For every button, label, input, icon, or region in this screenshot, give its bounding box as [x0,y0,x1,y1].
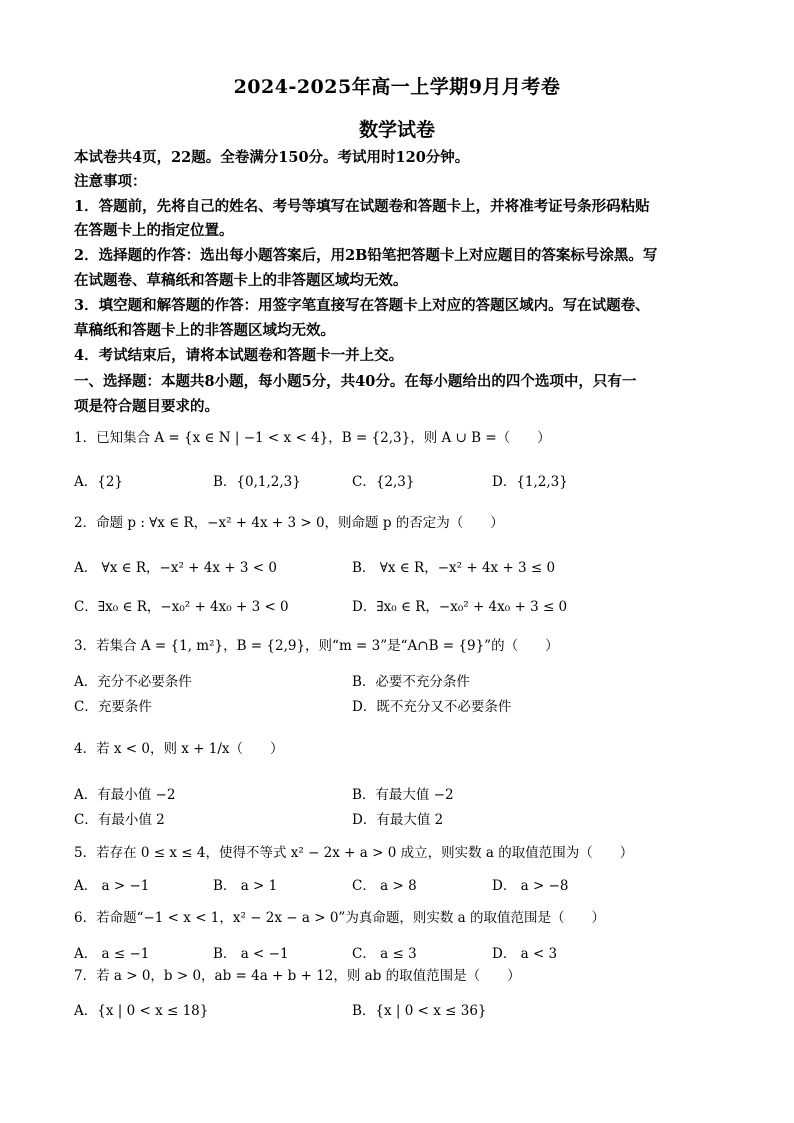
option-a: A．{x | 0 < x ≤ 18} [74,1003,209,1019]
exam-summary: 本试卷共4页，22题。全卷满分150分。考试用时120分钟。 [74,149,470,166]
option-d: D．有最大值 2 [352,812,444,828]
option-c: C．充要条件 [74,699,152,715]
option-b: B． a > 1 [213,878,278,894]
option-b: B．必要不充分条件 [352,674,470,690]
option-b: B．有最大值 −2 [352,787,454,803]
rule-line: 1．答题前，先将自己的姓名、考号等填写在试题卷和答题卡上，并将准考证号条形码粘贴 [74,198,650,215]
question-stem: 4．若 x < 0，则 x + 1/x（ ） [74,741,284,757]
option-a: A． ∀x ∈ R，−x² + 4x + 3 < 0 [74,560,277,576]
rule-line: 在答题卡上的指定位置。 [74,222,234,239]
option-b: B．{x | 0 < x ≤ 36} [352,1003,487,1019]
question-stem: 5．若存在 0 ≤ x ≤ 4，使得不等式 x² − 2x + a > 0 成立，则实数 a 的取值范围为（ ） [74,845,634,861]
rule-line: 4．考试结束后，请将本试题卷和答题卡一并上交。 [74,347,404,364]
section-heading: 一、选择题：本题共8小题，每小题5分，共40分。在每小题给出的四个选项中，只有一 [74,373,637,390]
option-d: D． a > −8 [492,878,569,894]
option-b: B． ∀x ∈ R，−x² + 4x + 3 ≤ 0 [352,560,556,576]
option-c: C．{2,3} [352,474,415,490]
option-b: B． a < −1 [213,946,289,962]
option-d: D． a < 3 [492,946,558,962]
option-b: B．{0,1,2,3} [213,474,301,490]
option-c: C． a > 8 [352,878,417,894]
option-d: D．∃x₀ ∈ R，−x₀² + 4x₀ + 3 ≤ 0 [352,599,568,615]
rule-line: 2．选择题的作答：选出每小题答案后，用2B铅笔把答题卡上对应题目的答案标号涂黑。写 [74,247,658,264]
option-c: C．有最小值 2 [74,812,165,828]
question-stem: 7．若 a > 0，b > 0，ab = 4a + b + 12，则 ab 的取值范围是（ ） [74,968,521,984]
option-a: A．有最小值 −2 [74,787,176,803]
notice-heading: 注意事项： [74,173,147,190]
option-c: C． a ≤ 3 [352,946,417,962]
option-d: D．既不充分又不必要条件 [352,699,512,715]
exam-title: 2024-2025年高一上学期9月月考卷 [233,76,561,98]
question-stem: 3．若集合 A = {1, m²}，B = {2,9}，则“m = 3”是“A∩B = {9}”的（ ） [74,638,559,654]
option-d: D．{1,2,3} [492,474,568,490]
rule-line: 3．填空题和解答题的作答：用签字笔直接写在答题卡上对应的答题区域内。写在试题卷、 [74,297,650,314]
rule-line: 草稿纸和答题卡上的非答题区域均无效。 [74,322,335,339]
option-a: A． a > −1 [74,878,150,894]
option-a: A． a ≤ −1 [74,946,150,962]
question-stem: 1．已知集合 A = {x ∈ N | −1 < x < 4}，B = {2,3}，则 A ∪ B =（ ） [74,430,551,446]
rule-line: 在试题卷、草稿纸和答题卡上的非答题区域均无效。 [74,272,408,289]
option-c: C．∃x₀ ∈ R，−x₀² + 4x₀ + 3 < 0 [74,599,289,615]
option-a: A．{2} [74,474,124,490]
option-a: A．充分不必要条件 [74,674,192,690]
question-stem: 6．若命题“−1 < x < 1，x² − 2x − a > 0”为真命题，则实数 a 的取值范围是（ ） [74,910,605,926]
exam-subtitle: 数学试卷 [358,119,435,141]
section-heading: 项是符合题目要求的。 [74,398,219,415]
question-stem: 2．命题 p : ∀x ∈ R，−x² + 4x + 3 > 0，则命题 p 的否定为（ ） [74,515,504,531]
